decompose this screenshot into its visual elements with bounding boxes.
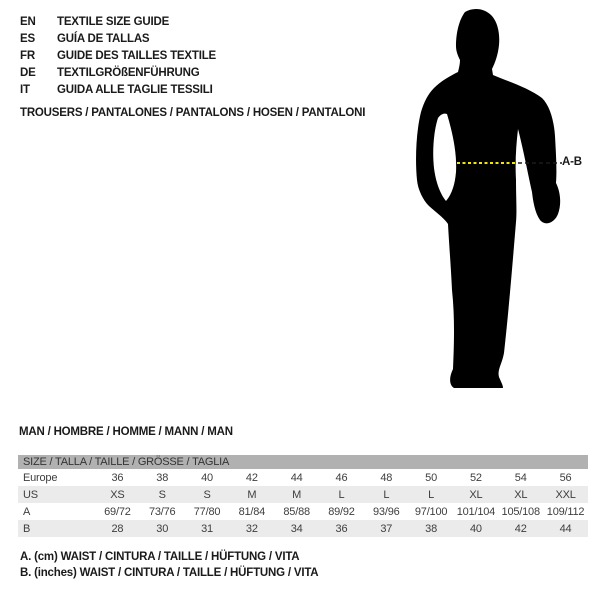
lang-label: TEXTILE SIZE GUIDE [57,15,170,28]
footnote-b: B. (inches) WAIST / CINTURA / TAILLE / HÜFTUNG / VITA [20,566,319,579]
lang-row-fr [20,47,216,64]
size-cell: 36 [335,522,348,535]
size-cell: 77/80 [193,505,221,518]
size-table [18,455,588,537]
lang-row-it [20,81,216,98]
size-cell: 44 [290,471,303,484]
garment-title: TROUSERS / PANTALONES / PANTALONS / HOSEN / PANTALONI [20,107,366,119]
size-cell: 44 [559,522,572,535]
size-cell: 81/84 [238,505,266,518]
table-row [18,486,588,503]
row-label: B [23,522,31,535]
size-cell: L [383,488,390,501]
size-cell: 54 [514,471,527,484]
size-cell: 28 [111,522,124,535]
size-cell: 46 [335,471,348,484]
footnotes [20,550,318,581]
size-cell: 56 [559,471,572,484]
lang-code: EN [20,15,36,28]
size-cell: 40 [201,471,213,484]
size-cell: 40 [469,522,482,535]
size-cell: 34 [290,522,303,535]
size-cell: 69/72 [104,505,131,518]
row-label: Europe [23,471,58,484]
size-table-header: SIZE / TALLA / TAILLE / GRÖSSE / TAGLIA [18,455,588,469]
lang-code: DE [20,66,36,79]
size-cell: XL [514,488,528,501]
man-silhouette-shape [416,9,560,388]
size-cell: M [247,488,257,501]
size-cell: 52 [469,471,482,484]
size-cell: XS [110,488,125,501]
lang-label: GUÍA DE TALLAS [57,32,150,45]
footnote-a: A. (cm) WAIST / CINTURA / TAILLE / HÜFTUNG / VITA [20,551,300,563]
size-cell: L [338,488,345,501]
man-silhouette-figure [405,8,565,388]
size-cell: XXL [555,488,576,501]
size-cell: 50 [425,471,438,484]
size-cell: 97/100 [414,505,448,518]
size-cell: 37 [380,522,393,535]
table-row [18,469,588,486]
lang-code: IT [20,83,30,96]
size-cell: 85/88 [283,505,310,518]
lang-code: FR [20,49,35,62]
size-cell: 93/96 [373,505,400,518]
lang-row-es [20,30,216,47]
size-cell: 36 [111,471,124,484]
size-cell: 109/112 [546,505,585,518]
size-cell: 101/104 [456,505,496,518]
size-cell: 105/108 [501,505,540,518]
table-row [18,503,588,520]
lang-row-en [20,13,216,30]
size-cell: XL [469,488,483,501]
lang-label: GUIDE DES TAILLES TEXTILE [57,49,216,62]
size-table-body [18,469,588,537]
size-cell: 32 [245,522,258,535]
row-label: A [23,505,31,518]
lang-label: TEXTILGRÖßENFÜHRUNG [57,66,200,79]
size-cell: 42 [514,522,527,535]
size-cell: 89/92 [328,505,355,518]
size-cell: 73/76 [148,505,176,518]
language-legend [20,13,216,98]
size-cell: M [292,488,302,501]
size-cell: 31 [201,522,213,535]
waist-measure-label: A-B [562,156,582,168]
section-title-man: MAN / HOMBRE / HOMME / MANN / MAN [19,426,233,438]
table-row [18,520,588,537]
size-cell: S [203,488,211,501]
size-table-header-row [18,455,588,469]
row-label: US [23,488,38,501]
size-cell: 38 [156,471,169,484]
size-cell: 48 [380,471,393,484]
size-cell: L [428,488,435,501]
lang-row-de [20,64,216,81]
size-cell: 38 [425,522,438,535]
lang-label: GUIDA ALLE TAGLIE TESSILI [57,83,213,96]
size-cell: 42 [245,471,258,484]
lang-code: ES [20,32,35,45]
size-cell: 30 [156,522,169,535]
size-cell: S [158,488,166,501]
